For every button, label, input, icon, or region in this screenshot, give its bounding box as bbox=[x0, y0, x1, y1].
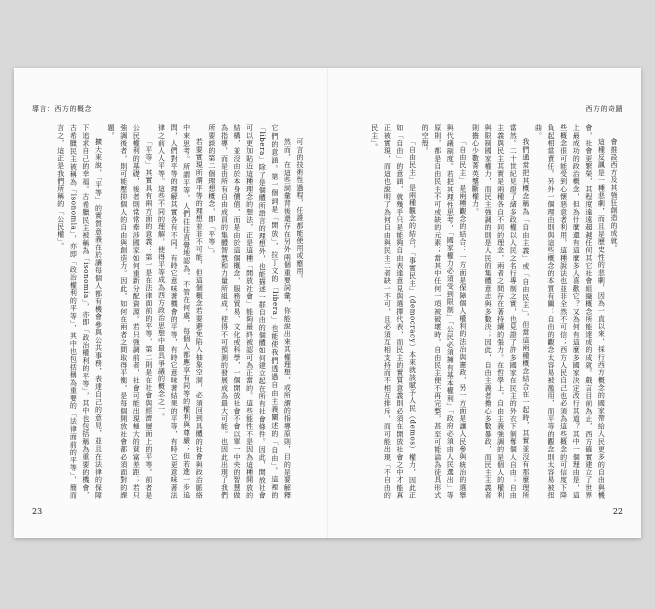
page-number-right: 22 bbox=[612, 507, 623, 516]
running-header-left: 導言：西方的概念 bbox=[32, 105, 92, 113]
paragraph: 擴大來說，「平等」的實質意義在於讓每個人都有機會參與公共事務，表達自己的意見，並且在法律的保障下追求自己的幸福。古希臘民主被稱為「isonomia」，亦即「政治權利的平等」，其中也包括稱為重要的機會，古希臘民主被稱為「isonomia」，亦即「政治權利的平等」，其中也包括稱為重要的「法律面前的平等」，簡而言之，這正是我們所稱的「公民權」。 bbox=[56, 124, 103, 499]
left-page-body bbox=[36, 124, 306, 499]
right-page bbox=[328, 68, 641, 538]
paragraph: 這種反諷是一種悲劇，而且是歷史性的悲劇，因為一直以來，採行西方概念的國家帶給人民更多的自由與機會，社會更繁榮，其程度遠遠超越任何其它社會組織概念所能達成的成就。戲言目前為止，西方確實建立了世界上最成功的政治概念，但為什麼還有這麼多人喜歡它？又為何有這麼多國家決定改行其道？其中一個理由是，這些概念很可能受到心懷惡意者利用，這種說法也並非全然不可信；西方人民自己也必須為這些概念的可信度下降負起相當責任。另外一個理由則與這些概念的本質有關：自由的觀念太容易被濫用，而平等的觀念則太容易被扭曲。 bbox=[534, 124, 606, 499]
paragraph: 然而，在這些詞彙背後還存在另外兩個重要詞彙，你能說出來其權理想，或所謂的指導原則，目的是要解釋它們的意涵。第一個詞是「開放」，拉丁文的「libera」也能使我們透過自由主義闡述的「自由」。這裡的「libera」除了是個體所語言的理想外，也能描述一群自由的個體如何建立起在所有社會條件。因此，開放社會可以更加貼近這種理念的想法，正是這種「開放社會」能夠最終被認可為正當的。這些能性不是因為這種開放的結構，並沒由於本身價值，而是由於這個概念，服務貿易、文化或科學，一個開放社會不會以單一中央的智慧做為指導，而是由所有自由成員的集體智慧和力量所組成，使得不可預測的發展成為最大可能。也因此出現了我們所要談的第二個理想概念，即「平等」。 bbox=[207, 124, 292, 499]
book-spread bbox=[14, 68, 641, 538]
paragraph: 會推設西方及其強狂創造的成就。 bbox=[610, 138, 618, 252]
page-number-left: 23 bbox=[32, 507, 43, 516]
left-page bbox=[14, 68, 327, 538]
paragraph: 「平等」其實具有兩方面的意義：第一是在法律面前的平等，第二則是在社會與經濟層面上的平等。前者是公民權利的基礎，後者則常常牽涉國家如何重新分配資源。若只強調前者，社會可能出現極大的貧富差距；若只強調後者，則可能壓抑個人的自由與創造力。因此，如何在兩者之間取得平衡，是每個開放社會都必須面對的課題。 bbox=[107, 124, 153, 499]
right-page-body bbox=[350, 124, 620, 499]
paragraph: 「自由民主」是兩種觀念的結合：一方面是保障個人權利的法治與憲政，另一方面是讓人民參與統治的選舉與代議制度。若把其理性思考，「國家權力必須受到限制」「公民必須擁有基本權利」「政府必須由人民選出」等原則，都是自由民主不可或缺的元素；當其中任何一項被破壞時，自由民主便不再完整，甚至可能淪為徒具形式的空殼。 bbox=[421, 124, 467, 499]
paragraph: 可言的技術性過程，任誰都能使用或應用。 bbox=[296, 138, 304, 283]
running-header-right: 西方的奇蹟 bbox=[585, 105, 623, 113]
paragraph: 「自由民主」是兩種觀念的結合，「事實民主」（democracy）本來就該賦予人民（demos）權力，因此正如「自由」的意涵，就幾乎只是能夠自由表達意見與選擇代表，而民主的實質意義則必須在開放社會之中才能真正被實現，而這也說明了為何自由與民主二者缺一不可，且必須互相支持而不相互排斥，而可能出現「不自由的民主」。 bbox=[370, 124, 417, 499]
paragraph: 若要實現所謂平等的理想並非不可能，但這個概念若要避免陷入抽象空洞，必須回到具體的社會與政治脈絡中來思考。所謂平等，人們往往直覺地認為，不管在何處，每個人都應享有同等的權利與尊嚴；但若進一步追問，人們對平等的理解其實各有不同。有時它意味著機會的平等，有時它意味著結果的平等，有時它更意味著法律之前人人平等。這些不同的理解，使得平等成為西方政治思想中最具爭議的概念之一。 bbox=[157, 124, 204, 499]
paragraph: 我們通常把其概念稱為「自由主義」或「自由民主」，但當這兩種概念結合在一起時，其實並沒有那麼理所當然。二十世紀見證了諸多政權以人民之名行專制之實，也見證了許多國家在民主的外衣下剝奪個人自由；自由主義與民主其實是兩種各自不同的理念，兩者之間存在著持續的張力。在哲學上，自由主義強調的是個人的權利與限制國家權力，而民主強調的則是人民的集體意志與多數決；因此，自由主義者擔心多數暴政，而民主主義者則擔心少數菁英壟斷權力。 bbox=[471, 124, 530, 499]
